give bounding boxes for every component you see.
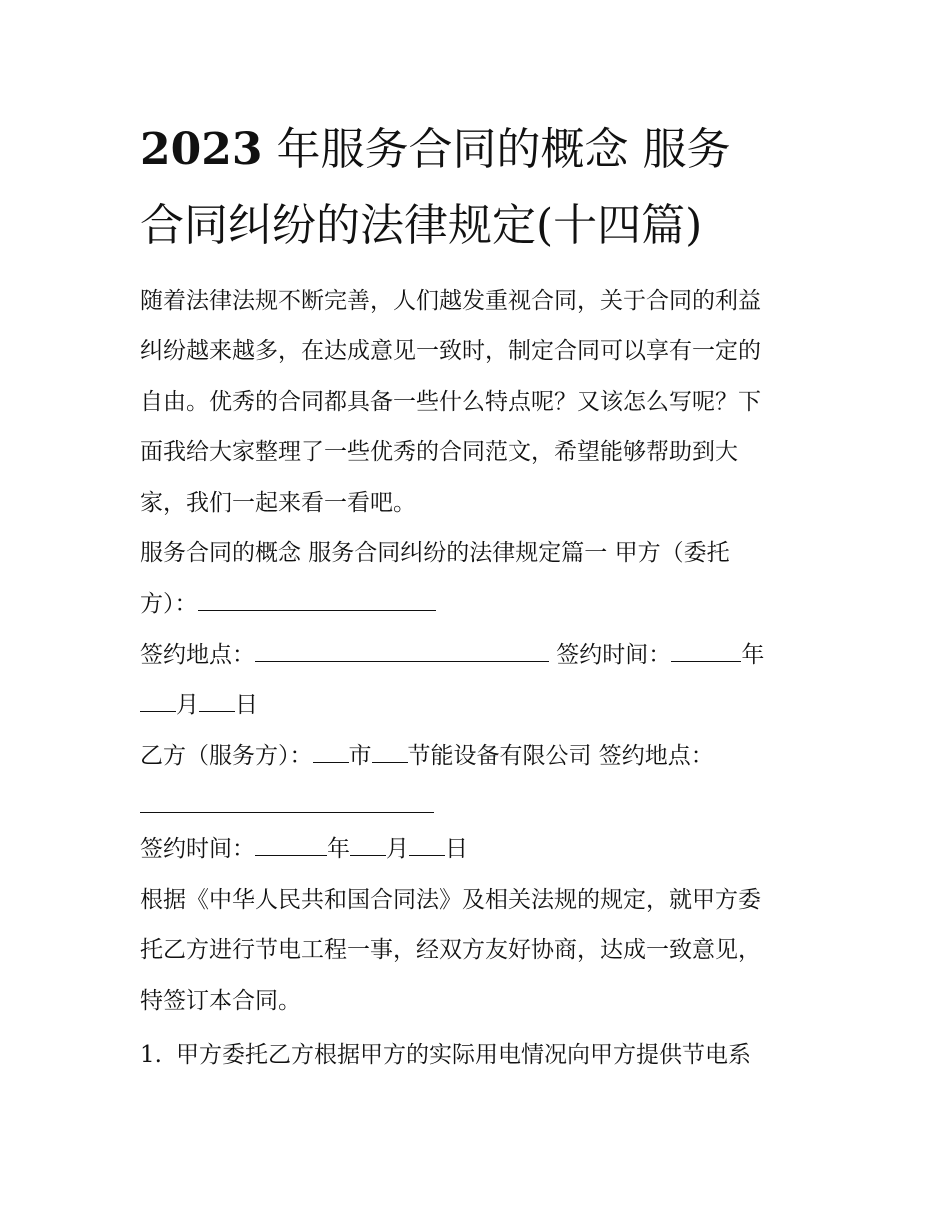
sign-time-label: 签约时间： <box>549 642 672 668</box>
party-a-label: 方）： <box>140 591 198 617</box>
company-blank <box>372 740 408 763</box>
day-char: 日 <box>235 692 258 718</box>
sign-place-label: 签约地点： <box>140 642 255 668</box>
month-blank-2 <box>350 833 386 856</box>
year-char-2: 年 <box>327 836 350 862</box>
party-a-date-line <box>140 680 820 731</box>
list-item-1-number: 1. <box>140 1042 162 1068</box>
day-char-2: 日 <box>445 836 468 862</box>
title-year: 2023 <box>140 124 263 175</box>
basis-line-1: 根据《中华人民共和国合同法》及相关法规的规定，就甲方委 <box>140 887 761 913</box>
intro-line-4: 面我给大家整理了一些优秀的合同范文，希望能够帮助到大 <box>140 439 738 465</box>
party-a-line <box>140 579 820 630</box>
company-suffix: 节能设备有限公司 签约地点： <box>407 743 714 769</box>
party-b-label: 乙方（服务方）： <box>140 743 313 769</box>
month-blank <box>140 689 176 712</box>
party-b-time-line <box>140 824 820 875</box>
city-blank <box>313 740 349 763</box>
party-b-line <box>140 731 820 782</box>
basis-line-2: 托乙方进行节电工程一事，经双方友好协商，达成一致意见， <box>140 937 761 963</box>
year-blank <box>671 639 741 662</box>
intro-line-1: 随着法律法规不断完善，人们越发重视合同，关于合同的利益 <box>140 288 761 314</box>
basis-line-3: 特签订本合同。 <box>140 988 301 1014</box>
city-char: 市 <box>348 743 372 769</box>
list-item-1-text: 甲方委托乙方根据甲方的实际用电情况向甲方提供节电系 <box>176 1042 751 1068</box>
month-char-2: 月 <box>386 836 409 862</box>
month-char: 月 <box>176 692 199 718</box>
intro-line-2: 纠纷越来越多，在达成意见一致时，制定合同可以享有一定的 <box>140 338 761 364</box>
day-blank-2 <box>409 833 445 856</box>
title-line2: 合同纠纷的法律规定(十四篇) <box>140 200 703 251</box>
party-a-sign-line <box>140 630 820 681</box>
party-a-blank <box>198 588 436 611</box>
year-blank-2 <box>255 833 327 856</box>
sign-place-blank <box>255 639 549 662</box>
day-blank <box>199 689 235 712</box>
party-b-place-blank <box>140 790 434 813</box>
document-title <box>140 112 840 264</box>
list-item-1 <box>140 1030 820 1081</box>
intro-line-3: 自由。优秀的合同都具备一些什么特点呢？又该怎么写呢？下 <box>140 389 761 415</box>
section-heading-line-1: 服务合同的概念 服务合同纠纷的法律规定篇一 甲方（委托 <box>140 540 730 566</box>
sign-time-label-2: 签约时间： <box>140 836 255 862</box>
intro-line-5: 家，我们一起来看一看吧。 <box>140 490 416 516</box>
title-line1-rest: 年服务合同的概念 服务 <box>262 124 731 175</box>
year-char: 年 <box>741 642 765 668</box>
